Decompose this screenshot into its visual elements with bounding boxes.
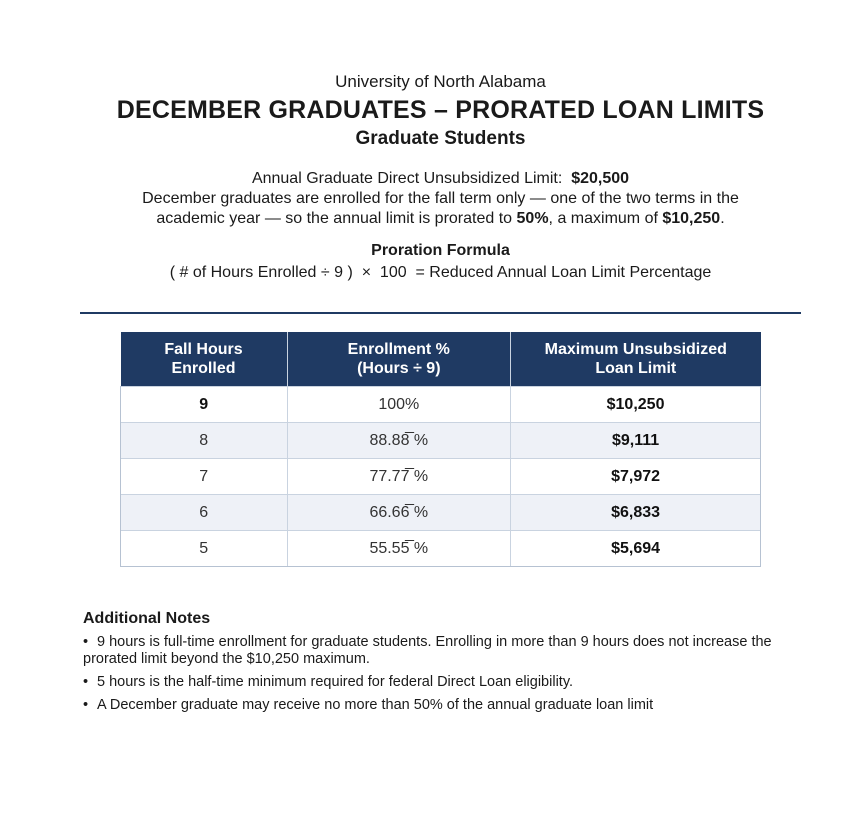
description-line-1: December graduates are enrolled for the fall term only — one of the two terms in the xyxy=(142,190,739,207)
table-row xyxy=(121,387,761,423)
proration-description xyxy=(0,189,866,229)
header-fall-hours-label: Fall Hours Enrolled xyxy=(164,341,243,377)
formula-text: ( # of Hours Enrolled ÷ 9 ) × 100 = Reduced Annual Loan Limit Percentage xyxy=(169,264,712,281)
note-text: 5 hours is the half-time minimum required for federal Direct Loan eligibility. xyxy=(97,674,574,690)
enrollment-percent-cell: 88.88̅ % xyxy=(287,423,511,459)
header-max-limit xyxy=(511,332,761,387)
loan-limit-cell: $9,111 xyxy=(511,423,761,459)
fall-hours-cell: 6 xyxy=(121,495,288,531)
description-line-3: , a maximum of xyxy=(548,210,658,227)
proration-formula-section xyxy=(0,240,866,284)
table-header-row xyxy=(121,332,761,387)
university-name: University of North Alabama xyxy=(335,72,546,91)
loan-limit-table xyxy=(120,332,761,567)
header-max-limit-label: Maximum Unsubsidized Loan Limit xyxy=(544,341,727,377)
description-end: . xyxy=(720,210,725,227)
document-header xyxy=(0,72,866,151)
enrollment-percent-cell: 100% xyxy=(287,387,511,423)
table-row xyxy=(121,423,761,459)
loan-limit-cell: $7,972 xyxy=(511,459,761,495)
fall-hours-cell: 5 xyxy=(121,531,288,567)
note-item xyxy=(83,634,803,668)
enrollment-percent-cell: 55.55̅ % xyxy=(287,531,511,567)
annual-limit-section xyxy=(0,169,866,229)
section-divider xyxy=(80,312,801,314)
note-item xyxy=(83,697,803,714)
fall-hours-cell: 7 xyxy=(121,459,288,495)
note-item xyxy=(83,674,803,691)
header-fall-hours xyxy=(121,332,288,387)
prorate-percent: 50% xyxy=(516,210,549,227)
loan-limit-cell: $6,833 xyxy=(511,495,761,531)
page-title: DECEMBER GRADUATES – PRORATED LOAN LIMITS xyxy=(116,96,765,124)
annual-limit-line xyxy=(0,169,866,189)
loan-limit-cell: $5,694 xyxy=(511,531,761,567)
bullet-icon: • xyxy=(83,697,89,713)
header-enrollment-percent xyxy=(287,332,511,387)
enrollment-percent-cell: 66.66̅ % xyxy=(287,495,511,531)
bullet-icon: • xyxy=(83,634,89,650)
max-limit-value: $10,250 xyxy=(662,210,721,227)
fall-hours-cell: 9 xyxy=(121,387,288,423)
note-text: 9 hours is full-time enrollment for graduate students. Enrolling in more than 9 hours does not increase the prorated limit beyond the $10,250 maximum. xyxy=(83,634,772,667)
header-enrollment-label: Enrollment % (Hours ÷ 9) xyxy=(347,341,450,377)
fall-hours-cell: 8 xyxy=(121,423,288,459)
additional-notes xyxy=(83,610,803,720)
table-row xyxy=(121,459,761,495)
annual-limit-value: $20,500 xyxy=(571,170,630,187)
table-row xyxy=(121,531,761,567)
enrollment-percent-cell: 77.77̅ % xyxy=(287,459,511,495)
page-subtitle: Graduate Students xyxy=(355,128,526,149)
annual-limit-label: Annual Graduate Direct Unsubsidized Limit: xyxy=(251,170,563,187)
table-row xyxy=(121,495,761,531)
formula-title: Proration Formula xyxy=(371,242,510,259)
description-line-2: academic year — so the annual limit is prorated to xyxy=(156,210,513,227)
notes-title: Additional Notes xyxy=(83,610,211,627)
loan-limit-cell: $10,250 xyxy=(511,387,761,423)
note-text: A December graduate may receive no more than 50% of the annual graduate loan limit xyxy=(97,697,654,713)
bullet-icon: • xyxy=(83,674,89,690)
